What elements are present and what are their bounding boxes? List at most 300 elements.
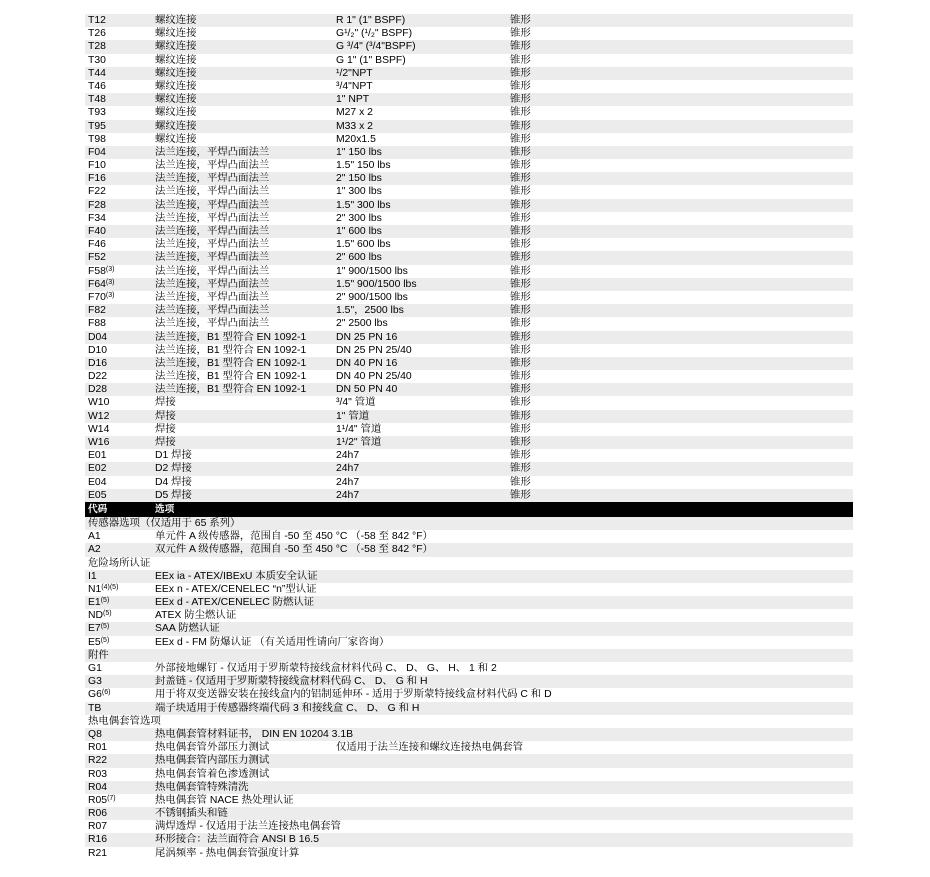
table-row <box>85 93 853 106</box>
row-connection-type: 法兰连接，平焊凸面法兰 <box>155 318 270 330</box>
row-shape: 锥形 <box>510 80 531 92</box>
footnote-ref: (5) <box>100 597 110 605</box>
row-connection-type: 法兰连接，平焊凸面法兰 <box>155 265 270 277</box>
row-size: 1.5"，2500 lbs <box>336 305 404 317</box>
footnote-ref: (4)(5) <box>101 583 119 591</box>
code-text: R22 <box>88 755 108 767</box>
row-code <box>88 768 107 781</box>
row-connection-type: 焊接 <box>155 437 176 448</box>
row-connection-type: 法兰连接，平焊凸面法兰 <box>155 239 270 251</box>
code-text: W12 <box>88 410 110 422</box>
footnote-ref: (5) <box>103 610 112 618</box>
row-code <box>88 278 114 291</box>
table-row <box>85 159 853 172</box>
row-size: 1" 300 lbs <box>336 186 382 198</box>
row-code <box>88 570 97 583</box>
row-code <box>88 133 106 146</box>
row-size: G¹/₂" (¹/₂" BSPF) <box>336 28 413 40</box>
table-row <box>85 609 853 622</box>
row-shape: 锥形 <box>510 252 531 264</box>
table-row <box>85 40 853 53</box>
row-connection-type: 螺纹连接 <box>155 120 197 132</box>
row-code <box>88 702 101 715</box>
row-shape: 锥形 <box>510 41 531 53</box>
row-size: 1.5" 600 lbs <box>336 239 391 251</box>
code-text: F22 <box>88 186 106 198</box>
table-row <box>85 80 853 93</box>
row-size: DN 40 PN 16 <box>336 357 398 369</box>
row-size: 1" 管道 <box>336 410 370 422</box>
row-code <box>88 530 101 543</box>
row-connection-type: 法兰连接，平焊凸面法兰 <box>155 186 270 198</box>
code-text: E01 <box>88 450 107 462</box>
table-row <box>85 754 853 767</box>
row-code <box>88 344 107 357</box>
table-row <box>85 199 853 212</box>
code-text: F16 <box>88 173 106 185</box>
code-text: T26 <box>88 28 106 40</box>
row-code <box>88 225 106 238</box>
row-description: EEx d - ATEX/CENELEC 防燃认证 <box>155 597 315 609</box>
row-connection-type: 法兰连接，平焊凸面法兰 <box>155 278 270 290</box>
code-text: F28 <box>88 199 106 211</box>
row-shape: 锥形 <box>510 437 531 448</box>
table-row <box>85 106 853 119</box>
row-size: ³/4" 管道 <box>336 397 376 409</box>
table-row <box>85 67 853 80</box>
fitting-rows <box>85 14 853 502</box>
table-row <box>85 462 853 475</box>
row-shape: 锥形 <box>510 278 531 290</box>
table-row <box>85 688 853 701</box>
code-text: F64 <box>88 278 106 290</box>
row-code <box>88 317 106 330</box>
row-code <box>88 476 107 489</box>
table-row <box>85 54 853 67</box>
row-code <box>88 265 114 278</box>
row-shape: 锥形 <box>510 67 531 79</box>
row-connection-type: 螺纹连接 <box>155 107 197 119</box>
code-text: TB <box>88 702 102 714</box>
table-row <box>85 636 853 649</box>
row-connection-type: 法兰连接，平焊凸面法兰 <box>155 160 270 172</box>
row-shape: 锥形 <box>510 384 531 396</box>
row-code <box>88 93 106 106</box>
footnote-ref: (5) <box>100 636 110 644</box>
table-row <box>85 396 853 409</box>
table-row <box>85 702 853 715</box>
row-connection-type: 法兰连接，B1 型符合 EN 1092-1 <box>155 344 307 356</box>
code-text: T98 <box>88 133 106 145</box>
code-text: G1 <box>88 663 102 674</box>
footnote-ref: (3) <box>105 291 115 299</box>
table-row <box>85 291 853 304</box>
table-row <box>85 238 853 251</box>
footnote-ref: (6) <box>101 689 111 697</box>
table-row <box>85 357 853 370</box>
row-code <box>88 40 106 53</box>
row-connection-type: 法兰连接，平焊凸面法兰 <box>155 291 270 303</box>
code-text: T12 <box>88 15 106 26</box>
code-text: G6 <box>88 689 102 701</box>
code-text: R05 <box>88 794 108 806</box>
row-code <box>88 543 101 556</box>
row-code <box>88 662 102 675</box>
row-code <box>88 462 107 475</box>
row-shape: 锥形 <box>510 305 531 317</box>
row-shape: 锥形 <box>510 476 531 488</box>
row-size: G 1" (1" BSPF) <box>336 54 406 66</box>
code-text: T48 <box>88 94 106 106</box>
row-description: 外部接地螺钉 - 仅适用于罗斯蒙特接线盒材料代码 C、 D、 G、 H、 1 和 2 <box>155 663 497 674</box>
code-text: F70 <box>88 291 106 303</box>
row-code <box>88 675 102 688</box>
row-code <box>88 728 102 741</box>
row-code <box>88 383 107 396</box>
row-size: 1.5" 900/1500 lbs <box>336 278 417 290</box>
row-shape: 锥形 <box>510 397 531 409</box>
row-description: 单元件 A 级传感器，范围自 -50 至 450 °C （-58 至 842 °F） <box>155 531 433 543</box>
section-title <box>85 557 853 570</box>
row-shape: 锥形 <box>510 28 531 40</box>
row-connection-type: 法兰连接，平焊凸面法兰 <box>155 199 270 211</box>
code-text: R07 <box>88 821 108 833</box>
row-code <box>88 120 106 133</box>
code-text: R21 <box>88 847 108 859</box>
code-text: N1 <box>88 583 102 595</box>
row-description: 尾涡频率 - 热电偶套管强度计算 <box>155 847 300 859</box>
row-connection-type: 螺纹连接 <box>155 80 197 92</box>
row-size: 24h7 <box>336 489 360 501</box>
row-connection-type: 螺纹连接 <box>155 28 197 40</box>
row-shape: 锥形 <box>510 120 531 132</box>
row-shape: 锥形 <box>510 160 531 172</box>
code-text: F58 <box>88 265 106 277</box>
code-text: F10 <box>88 160 106 172</box>
row-description: SAA 防燃认证 <box>155 623 220 635</box>
row-description: 不锈钢插头和链 <box>155 808 228 820</box>
row-shape: 锥形 <box>510 54 531 66</box>
row-size: DN 25 PN 25/40 <box>336 344 412 356</box>
row-connection-type: 法兰连接，B1 型符合 EN 1092-1 <box>155 384 307 396</box>
code-text: I1 <box>88 570 97 582</box>
table-row <box>85 331 853 344</box>
row-connection-type: 螺纹连接 <box>155 94 197 106</box>
row-size: M20x1.5 <box>336 133 376 145</box>
row-shape: 锥形 <box>510 371 531 383</box>
row-code <box>88 357 107 370</box>
row-connection-type: D2 焊接 <box>155 463 192 475</box>
row-size: 24h7 <box>336 476 360 488</box>
code-text: E1 <box>88 597 101 609</box>
code-text: R04 <box>88 781 108 793</box>
row-code <box>88 847 107 860</box>
row-size: 2" 900/1500 lbs <box>336 291 408 303</box>
table-row <box>85 172 853 185</box>
code-text: T30 <box>88 54 106 66</box>
row-code <box>88 146 106 159</box>
row-code <box>88 370 107 383</box>
row-code <box>88 291 114 304</box>
table-header <box>85 502 853 517</box>
table-row <box>85 662 853 675</box>
code-text: E02 <box>88 463 107 475</box>
row-code <box>88 754 107 767</box>
table-row <box>85 185 853 198</box>
row-description: EEx n - ATEX/CENELEC “n”型认证 <box>155 583 317 595</box>
row-code <box>88 833 107 846</box>
table-row <box>85 768 853 781</box>
header-option: 选项 <box>155 503 175 515</box>
code-text: F40 <box>88 226 106 237</box>
table-row <box>85 449 853 462</box>
code-text: T93 <box>88 107 106 119</box>
section-title-text: 危险场所认证 <box>88 557 151 569</box>
row-code <box>88 172 106 185</box>
row-code <box>88 596 109 609</box>
row-description: 用于将双变送器安装在接线盒内的铝制延伸环 - 适用于罗斯蒙特接线盒材料代码 C 和 D <box>155 689 552 701</box>
row-size: M27 x 2 <box>336 107 373 119</box>
row-shape: 锥形 <box>510 107 531 119</box>
row-shape: 锥形 <box>510 410 531 422</box>
row-size: DN 50 PN 40 <box>336 384 398 396</box>
code-text: R01 <box>88 742 108 754</box>
row-code <box>88 251 106 264</box>
row-shape: 锥形 <box>510 357 531 369</box>
row-size: ³/4"NPT <box>336 80 373 92</box>
table-row <box>85 476 853 489</box>
row-code <box>88 159 106 172</box>
table-row <box>85 423 853 436</box>
row-connection-type: 螺纹连接 <box>155 67 197 79</box>
row-connection-type: 法兰连接，B1 型符合 EN 1092-1 <box>155 371 307 383</box>
row-shape: 锥形 <box>510 463 531 475</box>
footnote-ref: (7) <box>107 794 116 802</box>
code-text: Q8 <box>88 728 102 740</box>
table-row <box>85 278 853 291</box>
code-text: E05 <box>88 489 107 501</box>
row-code <box>88 436 109 449</box>
row-shape: 锥形 <box>510 239 531 251</box>
row-code <box>88 622 109 635</box>
row-description: 热电偶套管外部压力测试 <box>155 742 270 754</box>
row-size: 2" 600 lbs <box>336 252 382 264</box>
code-text: F52 <box>88 252 106 264</box>
row-size: 1" 600 lbs <box>336 226 382 237</box>
row-connection-type: 法兰连接，平焊凸面法兰 <box>155 146 270 158</box>
row-size: 1¹/2" 管道 <box>336 437 382 448</box>
table-row <box>85 489 853 502</box>
table-row <box>85 543 853 556</box>
row-description: EEx d - FM 防爆认证 （有关适用性请向厂家咨询） <box>155 636 390 648</box>
row-shape: 锥形 <box>510 212 531 224</box>
row-shape: 锥形 <box>510 94 531 106</box>
row-size: 2" 300 lbs <box>336 212 382 224</box>
footnote-ref: (5) <box>100 623 110 631</box>
table-row <box>85 133 853 146</box>
table-row <box>85 820 853 833</box>
row-code <box>88 304 106 317</box>
table-row <box>85 225 853 238</box>
row-code <box>88 185 106 198</box>
code-text: E04 <box>88 476 107 488</box>
row-code <box>88 583 118 596</box>
row-description: 热电偶套管材料证书， DIN EN 10204 3.1B <box>155 728 354 740</box>
code-text: E5 <box>88 636 101 648</box>
table-row <box>85 807 853 820</box>
table-row <box>85 781 853 794</box>
table-row <box>85 370 853 383</box>
table-row <box>85 436 853 449</box>
row-size: 24h7 <box>336 463 360 475</box>
table-row <box>85 410 853 423</box>
row-connection-type: 法兰连接，B1 型符合 EN 1092-1 <box>155 357 307 369</box>
row-description: 端子块适用于传感器终端代码 3 和接线盒 C、 D、 G 和 H <box>155 702 420 714</box>
row-code <box>88 67 106 80</box>
row-code <box>88 741 107 754</box>
table-row <box>85 27 853 40</box>
table-row <box>85 622 853 635</box>
code-text: D22 <box>88 371 108 383</box>
ordering-table <box>85 14 853 860</box>
row-shape: 锥形 <box>510 199 531 211</box>
table-row <box>85 317 853 330</box>
code-text: E7 <box>88 623 101 635</box>
row-connection-type: 螺纹连接 <box>155 15 197 26</box>
row-shape: 锥形 <box>510 291 531 303</box>
code-text: T95 <box>88 120 106 132</box>
row-connection-type: 焊接 <box>155 397 176 409</box>
footnote-ref: (3) <box>105 265 115 273</box>
row-size: ¹/2"NPT <box>336 67 373 79</box>
row-connection-type: 法兰连接，平焊凸面法兰 <box>155 212 270 224</box>
table-row <box>85 383 853 396</box>
code-text: T44 <box>88 67 106 79</box>
table-row <box>85 583 853 596</box>
row-connection-type: 螺纹连接 <box>155 133 197 145</box>
row-code <box>88 199 106 212</box>
code-text: R03 <box>88 768 108 780</box>
section-title-text: 热电偶套管选项 <box>88 715 161 727</box>
row-code <box>88 80 106 93</box>
row-description: 热电偶套管 NACE 热处理认证 <box>155 794 294 806</box>
section-title <box>85 715 853 728</box>
table-row <box>85 530 853 543</box>
code-text: W16 <box>88 437 110 448</box>
code-text: A2 <box>88 544 101 556</box>
row-code <box>88 609 112 622</box>
row-description: 双元件 A 级传感器，范围自 -50 至 450 °C （-58 至 842 °F） <box>155 544 433 556</box>
row-description: 热电偶套管着色渗透测试 <box>155 768 270 780</box>
row-connection-type: D5 焊接 <box>155 489 192 501</box>
table-row <box>85 794 853 807</box>
row-size: 1.5" 300 lbs <box>336 199 391 211</box>
section-title <box>85 517 853 530</box>
row-shape: 锥形 <box>510 423 531 435</box>
code-text: T46 <box>88 80 106 92</box>
row-shape: 锥形 <box>510 331 531 343</box>
row-code <box>88 54 106 67</box>
row-connection-type: 螺纹连接 <box>155 54 197 66</box>
row-code <box>88 396 109 409</box>
row-code <box>88 106 106 119</box>
row-connection-type: 法兰连接，平焊凸面法兰 <box>155 252 270 264</box>
code-text: F04 <box>88 146 106 158</box>
row-size: DN 40 PN 25/40 <box>336 371 412 383</box>
code-text: ND <box>88 610 104 622</box>
row-shape: 锥形 <box>510 318 531 330</box>
row-shape: 锥形 <box>510 344 531 356</box>
row-connection-type: D1 焊接 <box>155 450 192 462</box>
row-shape: 锥形 <box>510 265 531 277</box>
row-code <box>88 807 107 820</box>
footnote-ref: (3) <box>105 278 115 286</box>
row-shape: 锥形 <box>510 186 531 198</box>
table-row <box>85 675 853 688</box>
code-text: D04 <box>88 331 108 343</box>
row-size: 1.5" 150 lbs <box>336 160 391 172</box>
code-text: F46 <box>88 239 106 251</box>
row-code <box>88 27 106 40</box>
row-shape: 锥形 <box>510 146 531 158</box>
row-connection-type: D4 焊接 <box>155 476 192 488</box>
row-size: G ³/4" (³/4"BSPF) <box>336 41 416 53</box>
row-connection-type: 螺纹连接 <box>155 41 197 53</box>
row-size: 1" 900/1500 lbs <box>336 265 408 277</box>
code-text: R16 <box>88 834 108 846</box>
table-row <box>85 847 853 860</box>
row-size: 24h7 <box>336 450 360 462</box>
code-text: W10 <box>88 397 110 409</box>
row-size: DN 25 PN 16 <box>336 331 398 343</box>
row-size: 1" NPT <box>336 94 370 106</box>
code-text: F82 <box>88 305 106 317</box>
table-row <box>85 251 853 264</box>
row-size: 2" 150 lbs <box>336 173 382 185</box>
row-code <box>88 688 110 701</box>
header-code: 代码 <box>88 503 108 515</box>
table-row <box>85 14 853 27</box>
table-row <box>85 741 853 754</box>
table-row <box>85 146 853 159</box>
row-code <box>88 489 107 502</box>
row-description: 热电偶套管特殊清洗 <box>155 781 249 793</box>
row-code <box>88 820 107 833</box>
code-text: F34 <box>88 212 106 224</box>
row-size: 2" 2500 lbs <box>336 318 388 330</box>
row-connection-type: 焊接 <box>155 423 176 435</box>
row-connection-type: 法兰连接，平焊凸面法兰 <box>155 305 270 317</box>
section-title-text: 附件 <box>88 649 109 661</box>
row-shape: 锥形 <box>510 226 531 237</box>
row-shape: 锥形 <box>510 173 531 185</box>
code-text: G3 <box>88 676 102 688</box>
row-description: EEx ia - ATEX/IBExU 本质安全认证 <box>155 570 318 582</box>
row-connection-type: 法兰连接，平焊凸面法兰 <box>155 226 270 237</box>
row-shape: 锥形 <box>510 15 531 26</box>
row-code <box>88 449 107 462</box>
code-text: T28 <box>88 41 106 53</box>
row-code <box>88 14 106 27</box>
row-size: 1" 150 lbs <box>336 146 382 158</box>
row-connection-type: 法兰连接，平焊凸面法兰 <box>155 173 270 185</box>
code-text: W14 <box>88 423 110 435</box>
table-row <box>85 120 853 133</box>
row-code <box>88 410 109 423</box>
row-shape: 锥形 <box>510 489 531 501</box>
row-size: M33 x 2 <box>336 120 373 132</box>
option-sections <box>85 517 853 860</box>
